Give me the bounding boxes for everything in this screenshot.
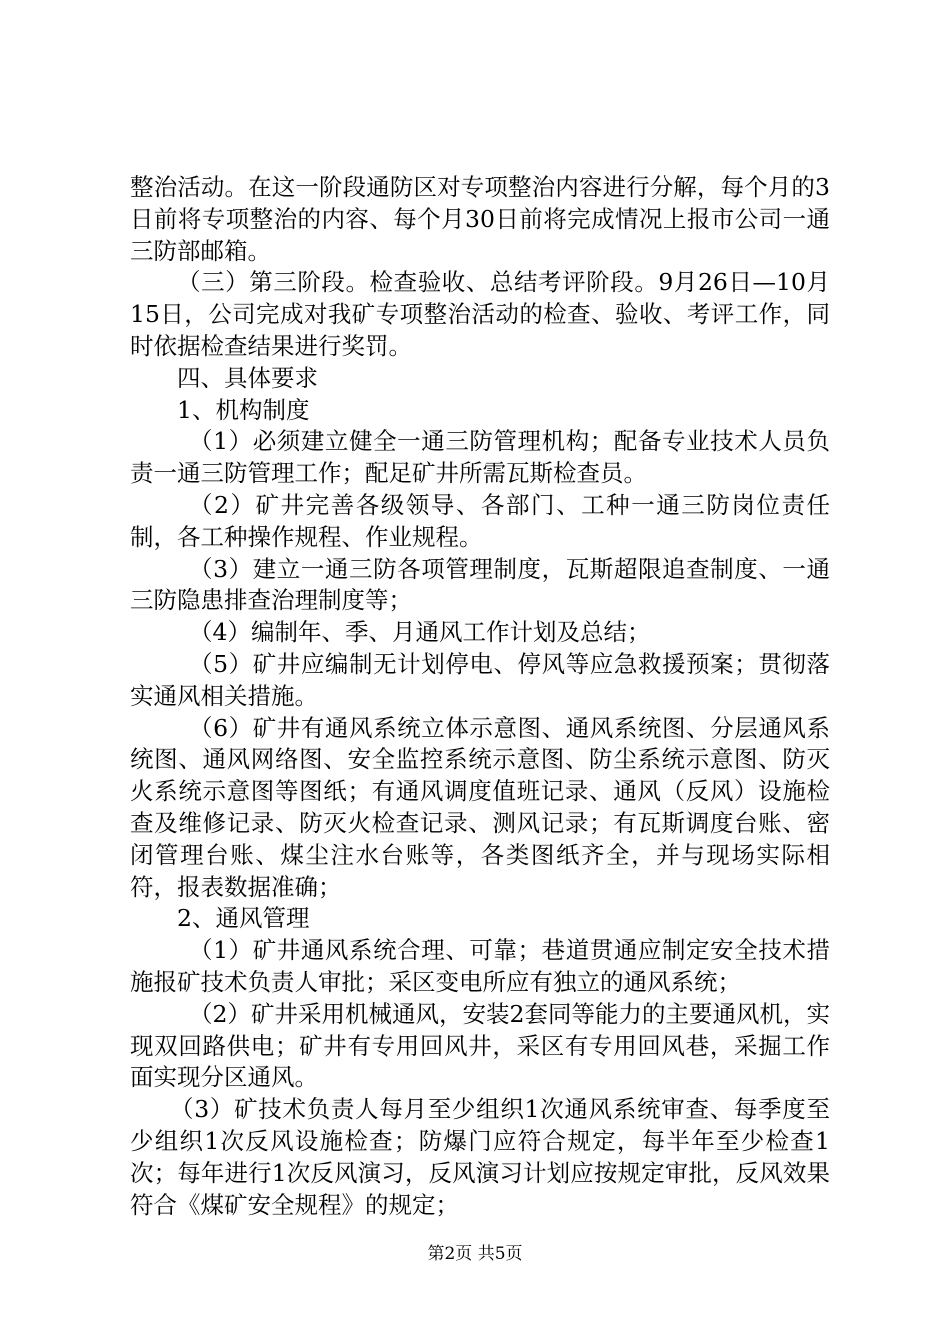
page-number: 第2页 共5页 [427, 1244, 523, 1264]
subsection-heading-ventilation: 2、通风管理 [177, 904, 310, 933]
section-heading-requirements: 四、具体要求 [177, 363, 318, 392]
paragraph-phase-three: （三）第三阶段。检查验收、总结考评阶段。9月26日—10月15日，公司完成对我矿专项整治活动的检查、验收、考评工作，同时依据检查结果进行奖罚。 [130, 268, 830, 360]
list-item-5: （5）矿井应编制无计划停电、停风等应急救援预案；贯彻落实通风相关措施。 [130, 649, 830, 710]
paragraph-continuation: 整治活动。在这一阶段通防区对专项整治内容进行分解，每个月的3日前将专项整治的内容、每个月30日前将完成情况上报市公司一通三防部邮箱。 [130, 173, 830, 265]
list-item-4: （4）编制年、季、月通风工作计划及总结； [189, 618, 651, 647]
list-item-3: （3）建立一通三防各项管理制度，瓦斯超限追查制度、一通三防隐患排查治理制度等； [130, 554, 830, 615]
ventilation-item-2: （2）矿井采用机械通风，安装2套同等能力的主要通风机，实现双回路供电；矿井有专用回风井，采区有专用回风巷，采掘工作面实现分区通风。 [130, 999, 830, 1092]
list-item-1: （1）必须建立健全一通三防管理机构；配备专业技术人员负责一通三防管理工作；配足矿井所需瓦斯检查员。 [130, 427, 830, 488]
subsection-heading-organization: 1、机构制度 [177, 395, 310, 424]
ventilation-item-1: （1）矿井通风系统合理、可靠；巷道贯通应制定安全技术措施报矿技术负责人审批；采区变电所应有独立的通风系统； [130, 936, 830, 996]
list-item-6: （6）矿井有通风系统立体示意图、通风系统图、分层通风系统图、通风网络图、安全监控系统示意图、防尘系统示意图、防灭火系统示意图等图纸；有通风调度值班记录、通风（反风）设施检查及维修记录、防灭火检查记录、测风记录；有瓦斯调度台账、密闭管理台账、煤尘注水台账等，各类图纸齐全，并与现场实际相符，报表数据准确； [130, 713, 830, 901]
document-body [130, 172, 830, 1221]
ventilation-item-3: （3）矿技术负责人每月至少组织1次通风系统审查、每季度至少组织1次反风设施检查；防爆门应符合规定，每半年至少检查1次；每年进行1次反风演习，反风演习计划应按规定审批，反风效果符合《煤矿安全规程》的规定； [130, 1095, 830, 1219]
page-footer [0, 1243, 950, 1265]
list-item-2: （2）矿井完善各级领导、各部门、工种一通三防岗位责任制，各工种操作规程、作业规程。 [130, 490, 830, 551]
